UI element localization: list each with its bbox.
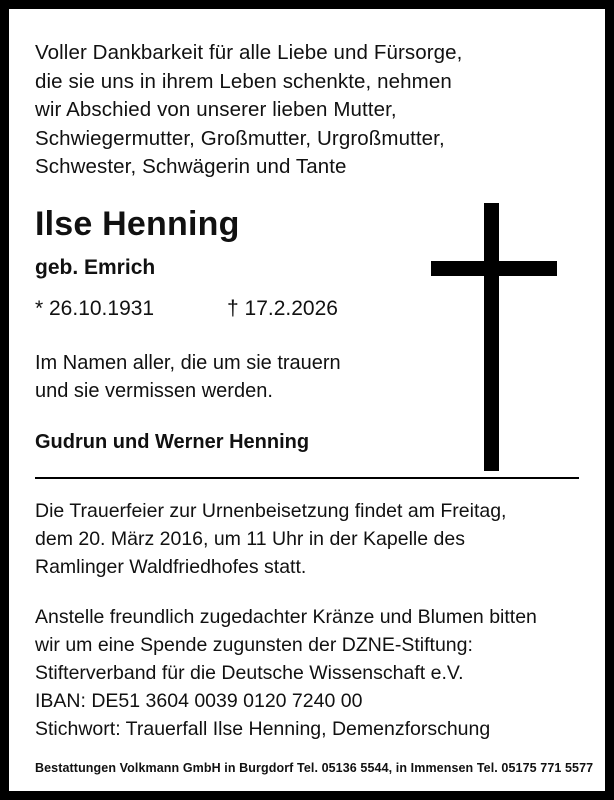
donation-text: [35, 603, 579, 743]
intro-text: [35, 39, 579, 182]
deceased-maiden-name: geb. Emrich: [35, 255, 156, 279]
divider: [35, 477, 579, 479]
ceremony-line: Ramlinger Waldfriedhofes statt.: [35, 555, 307, 578]
deceased-dates: [35, 295, 579, 323]
death-date: † 17.2.2026: [227, 296, 338, 320]
intro-line: Schwester, Schwägerin und Tante: [35, 155, 347, 178]
mourning-line: und sie vermissen werden.: [35, 379, 273, 402]
donation-reference: Stichwort: Trauerfall Ilse Henning, Demenzforschung: [35, 717, 491, 740]
donation-iban: IBAN: DE51 3604 0039 0120 7240 00: [35, 689, 363, 712]
ceremony-line: Die Trauerfeier zur Urnenbeisetzung findet am Freitag,: [35, 499, 507, 522]
ceremony-text: [35, 497, 579, 581]
intro-line: die sie uns in ihrem Leben schenkte, nehmen: [35, 69, 452, 93]
birth-date: * 26.10.1931: [35, 296, 155, 320]
donation-line: Anstelle freundlich zugedachter Kränze und Blumen bitten: [35, 605, 537, 628]
mourning-line: Im Namen aller, die um sie trauern: [35, 351, 341, 374]
intro-line: Voller Dankbarkeit für alle Liebe und Fürsorge,: [35, 41, 463, 64]
ceremony-line: dem 20. März 2016, um 11 Uhr in der Kapelle des: [35, 527, 465, 550]
intro-line: wir Abschied von unserer lieben Mutter,: [35, 98, 397, 121]
family-names: Gudrun und Werner Henning: [35, 430, 310, 453]
funeral-home-footer: Bestattungen Volkmann GmbH in Burgdorf Tel. 05136 5544, in Immensen Tel. 05175 771 5577: [35, 761, 594, 775]
donation-line: wir um eine Spende zugunsten der DZNE-Stiftung:: [35, 633, 473, 656]
intro-line: Schwiegermutter, Großmutter, Urgroßmutter,: [35, 126, 445, 150]
deceased-block: [35, 204, 579, 323]
donation-line: Stifterverband für die Deutsche Wissenschaft e.V.: [35, 661, 464, 684]
deceased-name: Ilse Henning: [35, 204, 240, 243]
